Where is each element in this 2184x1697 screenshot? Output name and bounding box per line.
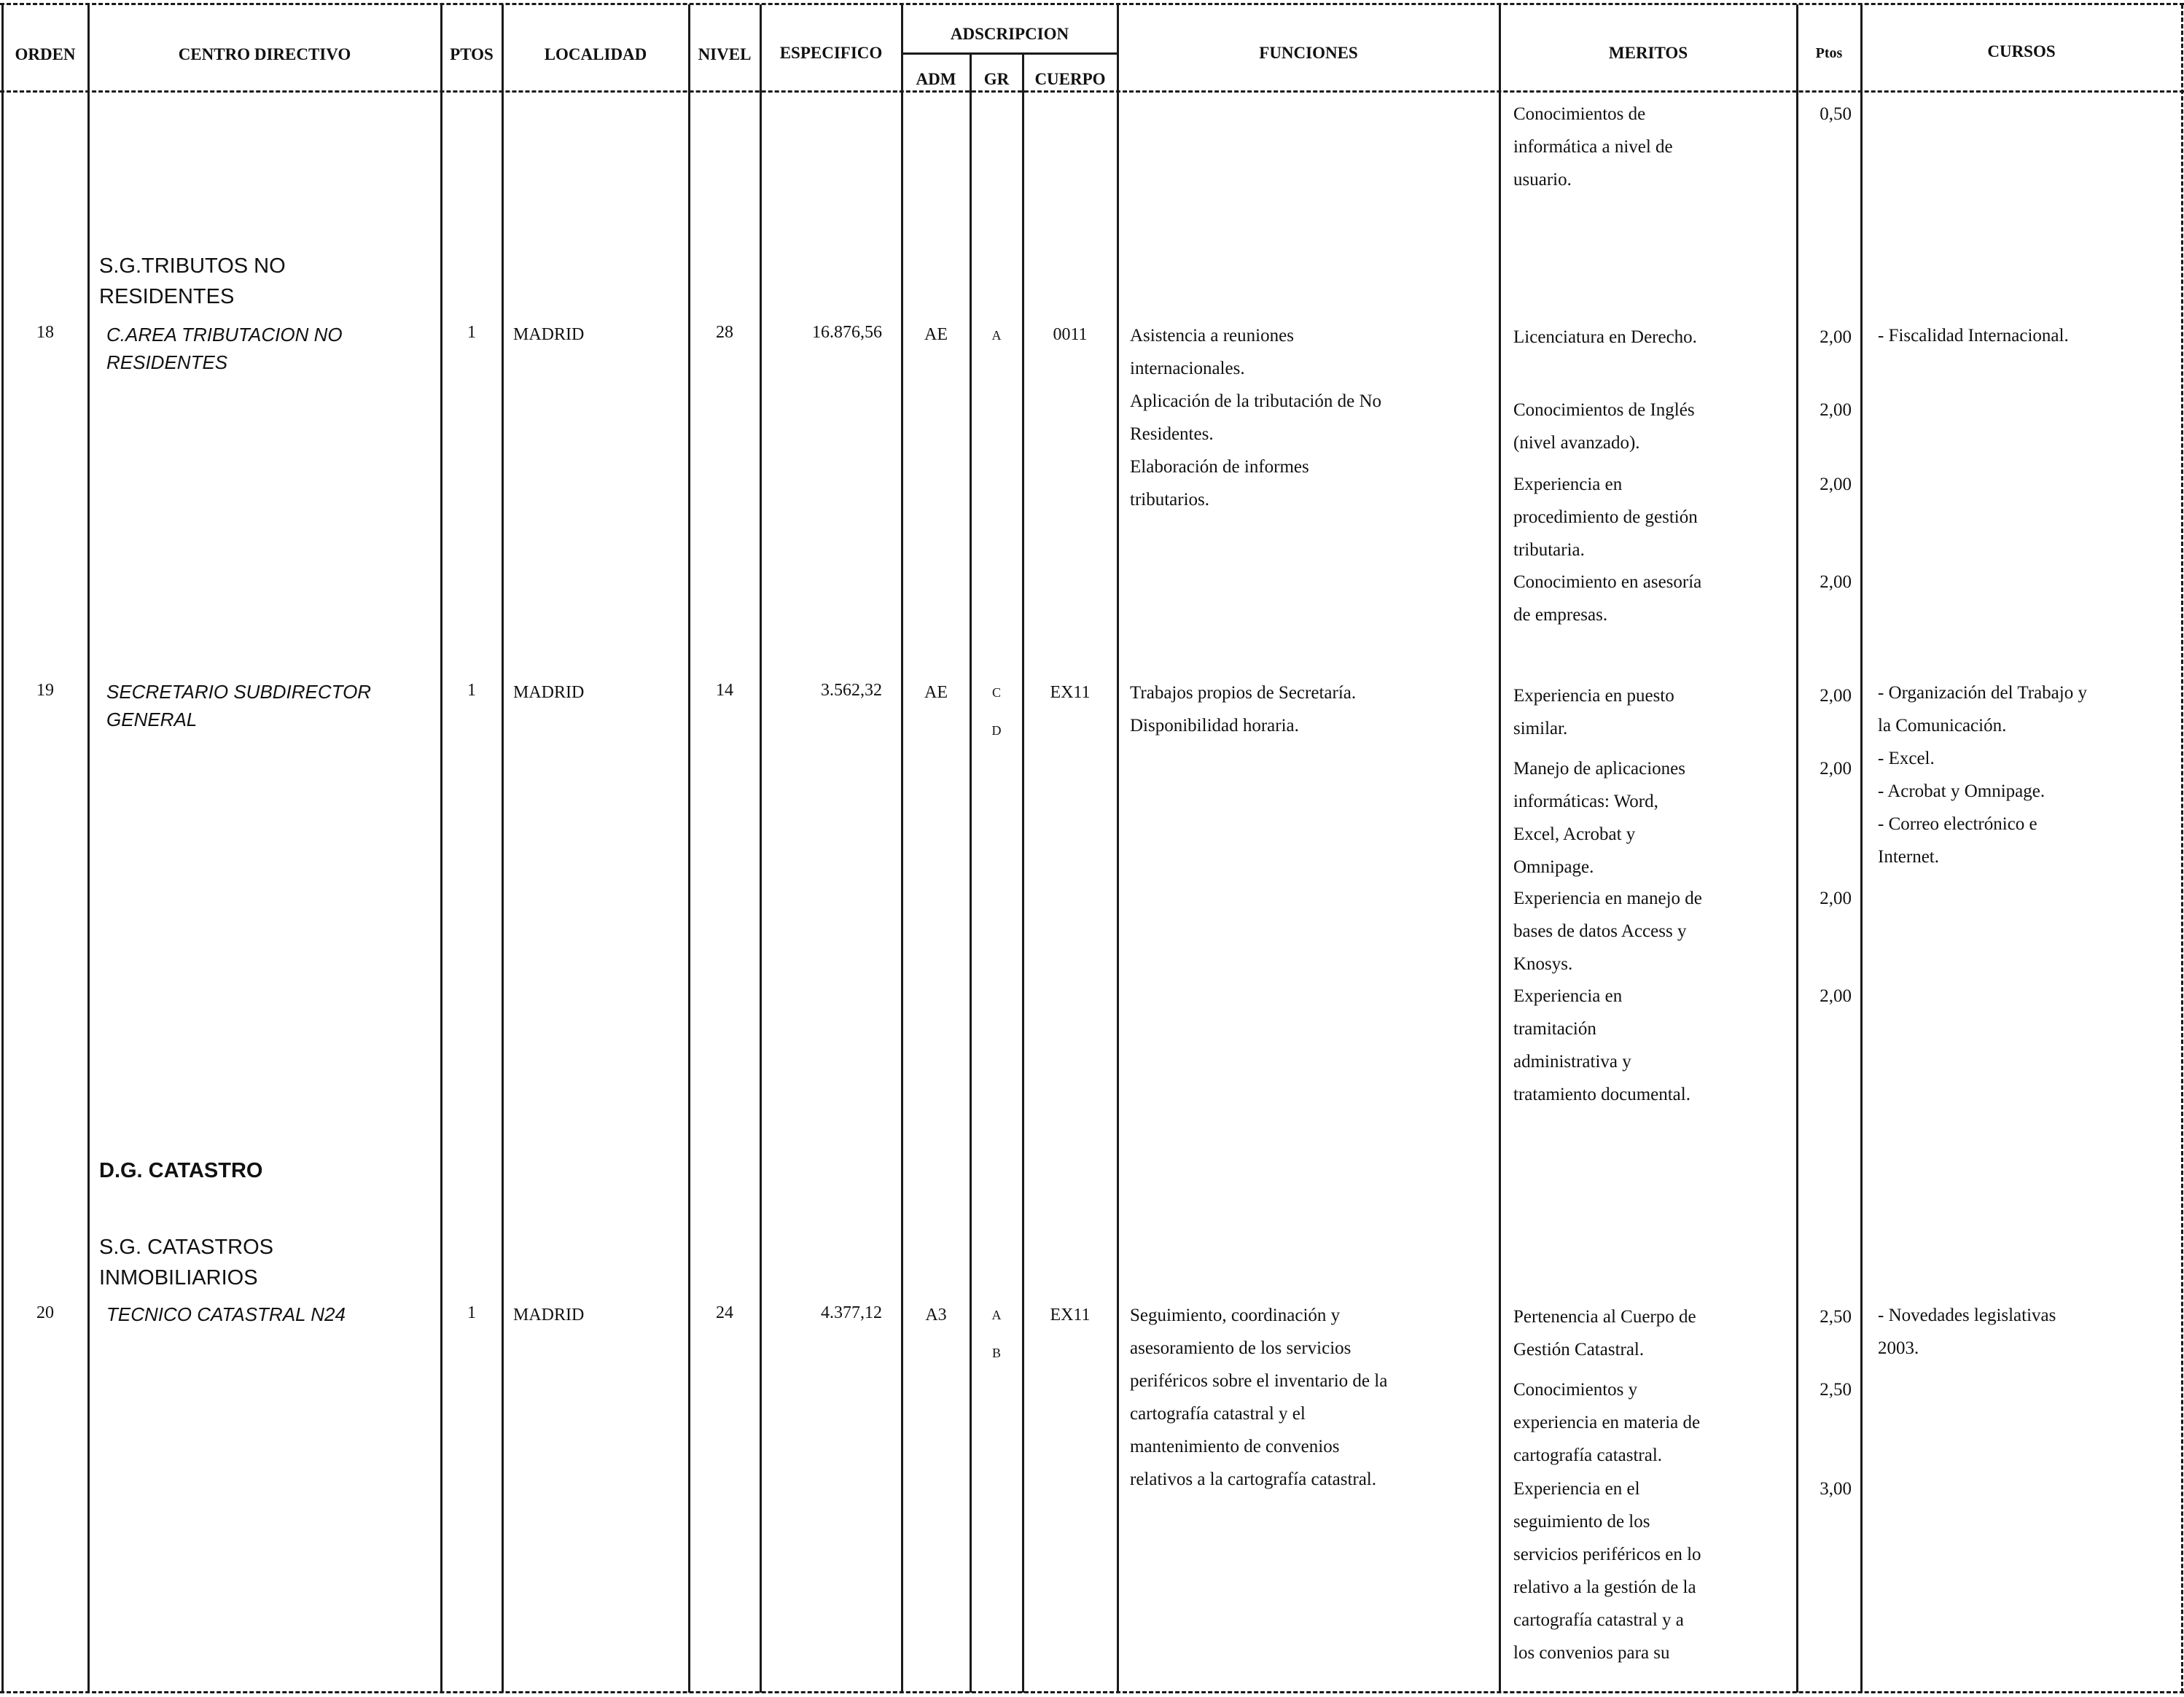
- row-orden: 20: [36, 1303, 54, 1322]
- merito-pts: 2,00: [1820, 986, 1852, 1006]
- row-cuerpo: EX11: [1050, 683, 1091, 702]
- column-line: [440, 4, 442, 1693]
- merito-item: Conocimiento en asesoría de empresas.: [1513, 572, 1702, 625]
- column-line: [87, 4, 90, 1693]
- header-localidad: LOCALIDAD: [544, 45, 647, 63]
- header-bottom-border: [0, 90, 2184, 93]
- row-gr: A: [991, 328, 1002, 343]
- row-adm: A3: [925, 1306, 947, 1325]
- header-ptos: PTOS: [450, 45, 494, 63]
- row-especifico: 4.377,12: [821, 1303, 882, 1322]
- column-line: [1860, 4, 1863, 1693]
- merito-item: Conocimientos de Inglés (nivel avanzado).: [1513, 400, 1695, 453]
- row-ptos: 1: [467, 681, 476, 700]
- row-especifico: 16.876,56: [812, 323, 882, 342]
- column-line: [688, 4, 690, 1693]
- column-line: [901, 4, 903, 1693]
- column-line: [970, 54, 972, 1693]
- merito-item: Experiencia en tramitación administrativa y tratamiento documental.: [1513, 986, 1690, 1104]
- merito-item: Pertenencia al Cuerpo de Gestión Catastral.: [1513, 1307, 1696, 1359]
- merito-item: Manejo de aplicaciones informáticas: Word, Excel, Acrobat y Omnipage.: [1513, 759, 1686, 877]
- merito-pts: 2,00: [1820, 759, 1852, 779]
- column-line: [1796, 4, 1798, 1693]
- row-gr: A B: [991, 1308, 1002, 1360]
- row-localidad: MADRID: [513, 683, 585, 702]
- row-cursos: - Organización del Trabajo y la Comunicación. - Excel. - Acrobat y Omnipage. - Correo electrónico e Internet.: [1878, 683, 2087, 867]
- merito-item: Licenciatura en Derecho.: [1513, 327, 1697, 347]
- row-centro: C.AREA TRIBUTACION NO RESIDENTES: [106, 324, 343, 373]
- row-orden: 19: [36, 681, 54, 700]
- row-funciones: Asistencia a reuniones internacionales. Aplicación de la tributación de No Residentes. Elaboración de informes tributarios.: [1130, 326, 1382, 510]
- row-funciones: Seguimiento, coordinación y asesoramiento de los servicios periféricos sobre el inventario de la cartografía catastral y el mantenimiento de convenios relativos a la cartografía catastral.: [1130, 1306, 1388, 1489]
- row-adm: AE: [924, 325, 948, 344]
- row-localidad: MADRID: [513, 1306, 585, 1325]
- merito-pts: 2,50: [1820, 1307, 1852, 1327]
- section-title: S.G. CATASTROS INMOBILIARIOS: [99, 1236, 274, 1290]
- row-ptos: 1: [467, 1303, 476, 1322]
- merito-item: Conocimientos y experiencia en materia de cartografía catastral.: [1513, 1380, 1701, 1465]
- merito-pts: 2,00: [1820, 889, 1852, 908]
- row-localidad: MADRID: [513, 325, 585, 344]
- merito-item: Experiencia en puesto similar.: [1513, 686, 1674, 738]
- row-cuerpo: EX11: [1050, 1306, 1091, 1325]
- row-nivel: 28: [716, 323, 733, 342]
- header-adscripcion: ADSCRIPCION: [950, 25, 1069, 43]
- header-ptos-meritos: Ptos: [1815, 45, 1843, 61]
- row-centro: TECNICO CATASTRAL N24: [106, 1303, 346, 1325]
- row-gr: C D: [991, 685, 1002, 738]
- column-line: [760, 4, 762, 1693]
- column-line: [1499, 4, 1501, 1693]
- header-especifico: ESPECIFICO: [779, 44, 883, 62]
- row-especifico: 3.562,32: [821, 681, 882, 700]
- header-meritos: MERITOS: [1608, 44, 1688, 62]
- merito-pts: 2,00: [1820, 400, 1852, 420]
- column-line: [1022, 54, 1024, 1693]
- header-centro-directivo: CENTRO DIRECTIVO: [178, 45, 351, 63]
- row-orden: 18: [36, 323, 54, 342]
- merito-pts: 2,00: [1820, 327, 1852, 347]
- section-title: D.G. CATASTRO: [99, 1159, 263, 1182]
- column-line: [2181, 4, 2183, 1693]
- top-border: [0, 3, 2184, 5]
- header-nivel: NIVEL: [698, 45, 752, 63]
- column-line: [502, 4, 504, 1693]
- row-nivel: 24: [716, 1303, 733, 1322]
- row-cursos: - Novedades legislativas 2003.: [1878, 1306, 2056, 1358]
- row-centro: SECRETARIO SUBDIRECTOR GENERAL: [106, 681, 372, 730]
- merito-pts: 2,00: [1820, 475, 1852, 494]
- column-line: [1117, 4, 1119, 1693]
- header-funciones: FUNCIONES: [1259, 44, 1358, 62]
- merito-item: Experiencia en el seguimiento de los servicios periféricos en lo relativo a la gestión de la cartografía catastral y a los convenios para su: [1513, 1479, 1701, 1663]
- header-orden: ORDEN: [15, 45, 76, 63]
- merito-pts: 2,00: [1820, 572, 1852, 592]
- header-cuerpo: CUERPO: [1034, 70, 1106, 88]
- merito-item: Experiencia en manejo de bases de datos Access y Knosys.: [1513, 889, 1702, 974]
- header-adm: ADM: [916, 70, 956, 88]
- row-cuerpo: 0011: [1053, 325, 1088, 344]
- header-cursos: CURSOS: [1987, 42, 2056, 61]
- row-nivel: 14: [716, 681, 733, 700]
- header-gr: GR: [983, 70, 1010, 88]
- adscripcion-divider: [902, 52, 1117, 55]
- merito-pts: 2,00: [1820, 686, 1852, 706]
- row-cursos: - Fiscalidad Internacional.: [1878, 326, 2069, 346]
- row-adm: AE: [924, 683, 948, 702]
- merito-item: Experiencia en procedimiento de gestión tributaria.: [1513, 475, 1698, 560]
- bottom-border: [0, 1691, 2184, 1693]
- section-title: S.G.TRIBUTOS NO RESIDENTES: [99, 254, 286, 308]
- merito-pts: 2,50: [1820, 1380, 1852, 1400]
- carry-over-pts: 0,50: [1820, 104, 1852, 124]
- carry-over-merito: Conocimientos de informática a nivel de usuario.: [1513, 104, 1673, 190]
- row-ptos: 1: [467, 323, 476, 342]
- merito-pts: 3,00: [1820, 1479, 1852, 1499]
- row-funciones: Trabajos propios de Secretaría. Disponibilidad horaria.: [1130, 683, 1357, 736]
- column-line: [1, 4, 4, 1693]
